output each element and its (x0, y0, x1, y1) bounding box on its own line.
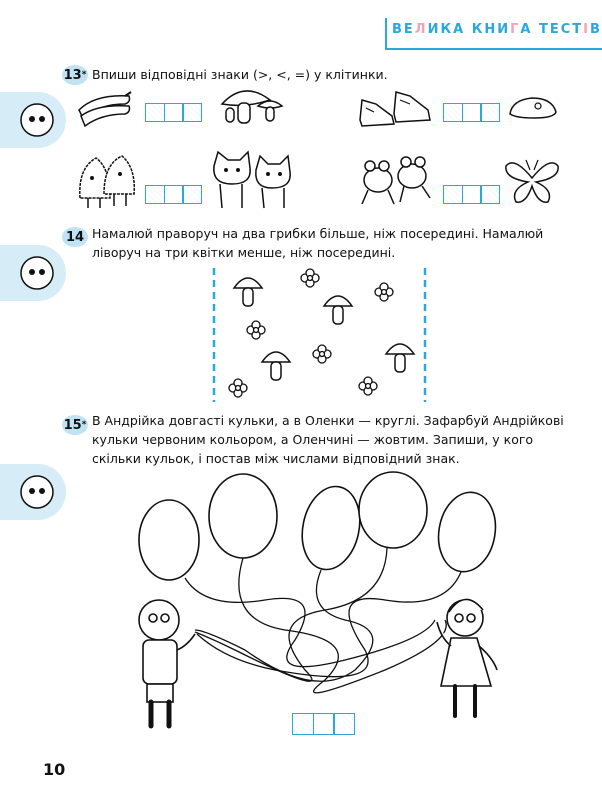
answer-box[interactable] (145, 103, 165, 122)
side-tab-eyes (0, 464, 66, 520)
mushrooms-icon (214, 84, 284, 130)
page-number: 10 (43, 760, 66, 779)
answer-boxes[interactable] (443, 103, 499, 122)
answer-boxes[interactable] (145, 185, 201, 204)
eyes-icon (0, 245, 66, 301)
answer-box[interactable] (480, 103, 500, 122)
balloons-illustration (125, 470, 525, 740)
answer-box[interactable] (164, 185, 184, 204)
answer-box[interactable] (292, 713, 314, 735)
answer-box[interactable] (313, 713, 335, 735)
frogs-icon (356, 154, 436, 210)
eyes-icon (0, 464, 66, 520)
task-13-text: Впиши відповідні знаки (>, <, =) у клітинки. (92, 67, 388, 82)
balloon-long[interactable] (295, 481, 367, 575)
sneakers-icon (358, 88, 434, 130)
boy-figure (139, 600, 195, 726)
answer-box[interactable] (182, 103, 202, 122)
side-tab-eyes (0, 245, 66, 301)
book-title: ВЕЛИКА КНИГА ТЕСТІВ (392, 22, 602, 37)
answer-boxes-task-15[interactable] (292, 713, 354, 735)
eyes-icon (0, 92, 66, 148)
answer-boxes[interactable] (443, 185, 499, 204)
answer-box[interactable] (480, 185, 500, 204)
balloon-long[interactable] (432, 488, 501, 577)
answer-box[interactable] (443, 103, 463, 122)
answer-boxes[interactable] (145, 103, 201, 122)
bananas-icon (75, 90, 135, 132)
answer-box[interactable] (164, 103, 184, 122)
task-14-text: Намалюй праворуч на два грибки більше, ніж посередині. Намалюй ліворуч на три квітки менше, ніж посередині. (92, 226, 544, 260)
balloon-long[interactable] (139, 500, 199, 580)
side-tab-eyes (0, 92, 66, 148)
butterfly-icon (504, 156, 560, 206)
answer-box[interactable] (462, 103, 482, 122)
balloon-round[interactable] (209, 474, 277, 558)
cats-icon (208, 150, 300, 212)
answer-box[interactable] (182, 185, 202, 204)
answer-box[interactable] (443, 185, 463, 204)
girl-figure (437, 599, 497, 716)
drawing-area-task-14[interactable] (210, 266, 435, 404)
answer-box[interactable] (333, 713, 355, 735)
answer-box[interactable] (462, 185, 482, 204)
hedgehogs-icon (74, 148, 140, 214)
slipper-icon (508, 94, 558, 122)
task-15-text: В Андрійка довгасті кульки, а в Оленки — круглі. Зафарбуй Андрійкові кульки червоним кольором, а Оленчині — жовтим. Запиши, у кого скільки кульок, і постав між числами відповідний знак. (92, 413, 564, 466)
answer-box[interactable] (145, 185, 165, 204)
balloon-round[interactable] (359, 472, 427, 548)
